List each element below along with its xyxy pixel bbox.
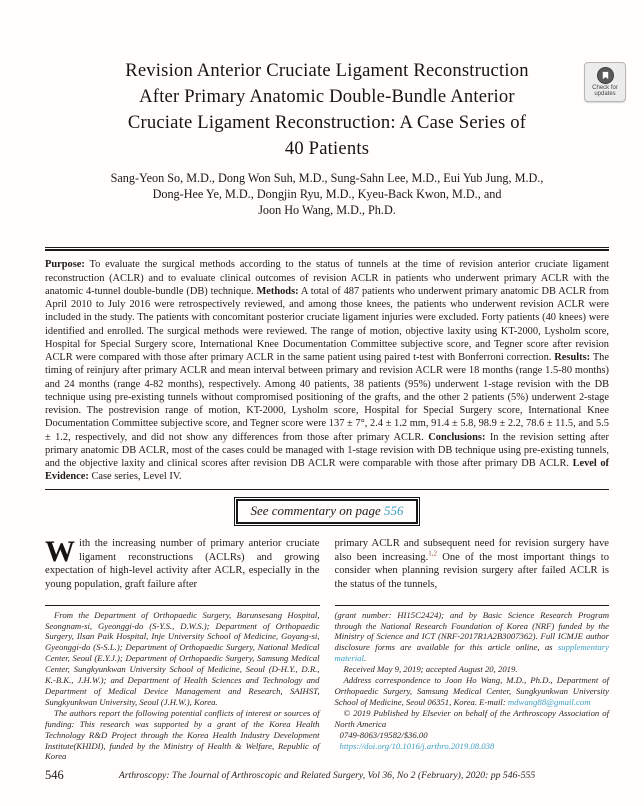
title-line: Cruciate Ligament Reconstruction: A Case Series of [127,112,527,133]
article-title [45,58,609,162]
issn-text: 0749-8063/19582/$36.00 [339,729,428,740]
abstract-label-methods: Methods: [256,285,299,297]
abstract-top-rule [45,247,609,251]
abstract-label-results: Results: [554,352,591,364]
affiliations-text: From the Department of Orthopaedic Surgery, Barunsesang Hospital, Seongnam-si, Gyeonggi-do (S-Y.S., D.W.S.); Department of Orthopaedic Surgery, Ilsan Paik Hospital, Inje University School of Medicine, Goyang-si, Gyeonggi-do (S-S.L.); Department of Orthopaedic Surgery, National Medical Center, Seoul (E.Y.J.); Department of Orthopaedic Surgery, Samsung Medical Center, Sungkyunkwan University School of Medicine, Seoul (D-H.Y., D.R., K.-B.K., J.H.W.); and Department of Health Sciences and Technology and Department of Medical Device Management and Research, SAIHST, Sungkyunkwan University, Seoul (J.H.W.), Korea. [45,609,320,707]
intro-text-right-pre: primary ACLR and subsequent need for revision surgery have also been increasing. [334,537,609,563]
abstract-label-level-of-evidence: Level of Evidence: [45,458,609,483]
abstract-bottom-rule [45,489,609,490]
commentary-box [236,499,417,524]
abstract [45,258,609,483]
intro-paragraph-right [335,537,610,598]
badge-label: Check for updates [592,84,618,97]
left-column [45,537,320,763]
intro-text-right-post: One of the most important things to consider when planning revision surgery after failed ACLR is the status of the tunnels, [334,551,609,591]
author-line: Joon Ho Wang, M.D., Ph.D. [258,202,396,217]
author-line: Sang-Yeon So, M.D., Dong Won Suh, M.D., Sung-Sahn Lee, M.D., Eui Yub Jung, M.D., [110,171,544,185]
author-line: Dong-Hee Ye, M.D., Dongjin Ryu, M.D., Kyeu-Back Kwon, M.D., and [152,186,502,201]
supplementary-material-link[interactable]: supplementary material [334,642,609,664]
abstract-label-purpose: Purpose: [45,259,85,271]
right-column [335,537,610,763]
commentary-text: See commentary on page [250,502,385,518]
drop-cap: W [45,536,75,568]
abstract-text-level-of-evidence: Case series, Level IV. [88,471,182,483]
page-number: 546 [45,768,64,782]
email-link[interactable]: mdwang88@gmail.com [507,696,591,707]
abstract-text-conclusions: In the revision setting after primary anatomic DB ACLR, most of the cases could be managed with 1-stage revision with DB technique using pre-existing tunnels, and the objective laxity and clinical scores after revision DB ACLR were comparable with those after primary DB ACLR. [45,431,609,470]
conflicts-text: The authors report the following potential conflicts of interest or sources of funding: This research was supported by a grant of the Korea Health Technology R&D Project through the Korea Health Industry Development Institute(KHIDI), funded by the Ministry of Health & Welfare, Republic of Korea [45,707,320,762]
intro-text-left: ith the increasing number of primary anterior cruciate ligament reconstructions (ACLRs) and growing expectation of high-level activity after ACLR, especially in the young population, graft failure after [45,537,320,591]
abstract-text-methods: A total of 487 patients who underwent primary anatomic DB ACLR from April 2010 to July 2016 were retrospectively reviewed, and among those knees, the patients who underwent revision ACLR were included in the study. The patients with concomitant posterior cruciate ligament injuries were excluded. Forty patients (40 knees) were identified and enrolled. The surgical methods were reviewed. The range of motion, objective laxity using KT-2000, Lysholm score, Hospital for Special Surgery score, International Knee Documentation Committee subjective score, and Tegner score after revision ACLR were compared with those after primary ACLR in the same patient using paired t-test with Bonferroni correction. [45,285,609,364]
title-line: Revision Anterior Cruciate Ligament Reconstruction [125,60,529,81]
journal-citation-line: Arthroscopy: The Journal of Arthroscopic and Related Surgery, Vol 36, No 2 (February), 2020: pp 546-555 [118,770,536,781]
check-for-updates-badge[interactable] [584,62,626,102]
commentary-page-link[interactable]: 556 [384,502,404,518]
doi-link-line [335,741,610,752]
body-columns [45,537,609,763]
doi-link[interactable]: https://doi.org/10.1016/j.arthro.2019.08.038 [339,740,495,751]
received-accepted-text: Received May 9, 2019; accepted August 20, 2019. [343,664,518,675]
title-line: 40 Patients [284,138,370,159]
author-list [45,171,609,218]
page-footer [45,768,609,784]
abstract-text-results: The timing of reinjury after primary ACLR and mean interval between primary and revision ACLR were 18 months (range 1.5-80 months) and 24 months (range 4-82 months), respectively. Among 40 patients, 38 patients (95%) underwent 1-stage revision with the DB technique using pre-existing tunnels without compromised positioning of the grafts, and the other 2 patients (5%) underwent 2-stage revision. The postrevision range of motion, KT-2000, Lysholm score, Hospital for Special Surgery score, International Knee Documentation Committee subjective score, and Tegner score were 137 ± 7°, 2.4 ± 1.2 mm, 91.4 ± 5.8, 98.9 ± 2.2, 78.6 ± 11.5, and 5.5 ± 1.2, respectively, and did not show any differences from those after primary ACLR. [45,352,609,443]
abstract-text-purpose: To evaluate the surgical methods according to the status of tunnels at the time of revision anterior cruciate ligament reconstruction (ACLR) and to evaluate clinical outcomes of revision ACLR in patients who underwent primary ACLR with the anatomic 4-tunnel double-bundle (DB) technique. [45,259,609,297]
affiliations-footnote [45,605,320,763]
correspondence-text: Address correspondence to Joon Ho Wang, M.D., Ph.D., Department of Orthopaedic Surgery, Samsung Medical Center, Sungkyunkwan University School of Medicine, Seoul 06351, Korea. E-mail: mdwang88@gmail.com [334,675,609,707]
publication-footnote [335,605,610,752]
intro-paragraph-left [45,537,320,598]
citation-link-1-2[interactable]: 1,2 [428,549,437,558]
title-line: After Primary Anatomic Double-Bundle Anterior [139,86,515,107]
grant-text: (grant number: HI15C2424); and by Basic Science Research Program through the National Research Foundation of Korea (NRF) funded by the Ministry of Science and ICT (NRF-2017R1A2B3007362). Full ICMJE author disclosure forms are available for this article online, as supplementary material. [334,609,609,664]
copyright-text: © 2019 Published by Elsevier on behalf of the Arthroscopy Association of North America [334,707,609,729]
abstract-label-conclusions: Conclusions: [428,431,486,443]
check-updates-icon [597,67,614,84]
